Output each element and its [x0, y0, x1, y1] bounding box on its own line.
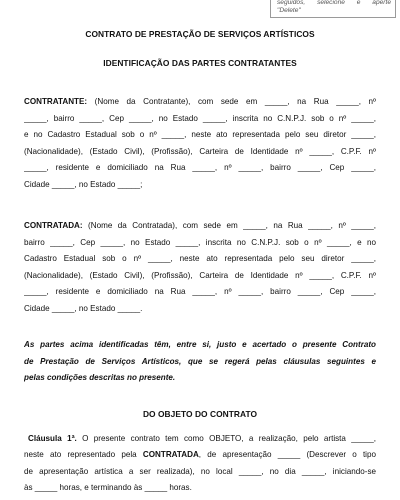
clause-1-line	[24, 447, 376, 464]
clause-1-line: às _____ horas, e terminando às _____ horas.	[24, 483, 192, 492]
clause-1-line	[24, 431, 376, 448]
contratante-line: _____, residente e domiciliado na Rua _____, nº _____, bairro _____, Cep _____,	[24, 163, 376, 172]
contratada-label: CONTRATADA:	[24, 221, 83, 230]
instruction-note-line-2: "Delete"	[277, 7, 301, 14]
contratante-paragraph	[24, 94, 376, 193]
contratada-line	[24, 218, 376, 235]
contratada-line: bairro _____, Cep _____, no Estado _____, inscrita no C.N.P.J. sob o nº _____, e no	[24, 237, 376, 247]
object-section-heading: DO OBJETO DO CONTRATO	[142, 408, 258, 419]
contratada-line: Cidade _____, no Estado _____.	[24, 303, 143, 313]
contratante-label: CONTRATANTE:	[24, 97, 88, 106]
contratada-line: Cadastro Estadual sob o nº _____, neste ato representada pelo seu diretor _____,	[24, 254, 376, 263]
contratante-line: Cidade _____, no Estado _____;	[24, 179, 143, 189]
contratante-line	[24, 94, 376, 111]
contratada-reference: CONTRATADA	[142, 450, 199, 459]
contratante-line-text: (Nome da Contratante), com sede em _____, na Rua _____, nº	[87, 97, 376, 106]
clause-1-line-text: O presente contrato tem como OBJETO, a realização, pelo artista _____,	[76, 433, 376, 443]
instruction-note-line-1: seguidos, selecione e aperte	[277, 0, 391, 6]
contratada-line: (Nacionalidade), (Estado Civil), (Profissão), Carteira de Identidade nº _____, C.P.F. nº	[24, 270, 376, 280]
agreement-line: de Prestação de Serviços Artísticos, que se regerá pelas cláusulas seguintes e	[24, 356, 376, 366]
contratada-line-text: (Nome da Contratada), com sede em _____, na Rua _____, nº _____,	[82, 221, 376, 230]
contratante-line: e no Cadastro Estadual sob o nº _____, neste ato representada pelo seu diretor _____,	[24, 130, 376, 139]
agreement-paragraph	[24, 337, 376, 387]
contratante-line: _____, bairro _____, Cep _____, no Estado _____, inscrita no C.N.P.J. sob o nº _____,	[24, 113, 376, 123]
contratada-line: _____, residente e domiciliado na Rua _____, nº _____, bairro _____, Cep _____,	[24, 287, 376, 296]
clause-1-label: Cláusula 1ª.	[28, 433, 77, 443]
parties-heading: IDENTIFICAÇÃO DAS PARTES CONTRATANTES	[103, 58, 297, 68]
clause-1-paragraph	[24, 431, 376, 497]
contratada-paragraph	[24, 218, 376, 317]
clause-1-line: de apresentação artística a ser realizada), no local _____, no dia _____, iniciando-se	[24, 466, 376, 476]
clause-1-line-text: neste ato representado pela	[24, 450, 143, 459]
agreement-line: As partes acima identificadas têm, entre si, justo e acertado o presente Contrato	[24, 340, 376, 349]
contratante-line: (Nacionalidade), (Estado Civil), (Profissão), Carteira de Identidade nº _____, C.P.F. nº	[24, 146, 376, 156]
document-title: CONTRATO DE PRESTAÇÃO DE SERVIÇOS ARTÍSTICOS	[85, 29, 315, 39]
clause-1-line-text: , de apresentação _____ (Descrever o tipo	[198, 450, 376, 459]
contract-document	[24, 0, 376, 497]
agreement-line: pelas condições descritas no presente.	[24, 373, 176, 382]
